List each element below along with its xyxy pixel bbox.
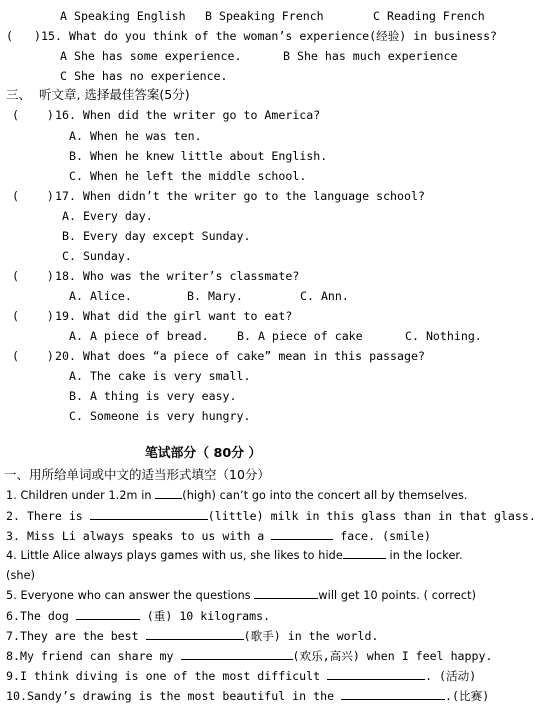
fill-item-4 xyxy=(0,546,463,566)
question-19 xyxy=(0,306,293,326)
option-row xyxy=(0,386,237,406)
fill-item-6 xyxy=(0,606,271,626)
answer-paren: ( ) xyxy=(12,349,54,363)
q15-option-b: B She has much experience xyxy=(283,49,458,63)
fill-pre: 6.The dog xyxy=(6,609,76,623)
fill-item-2 xyxy=(0,506,536,526)
option-b: B. Mary. xyxy=(187,289,243,303)
answer-paren-open: ( xyxy=(6,29,13,43)
fill-pre: 2. There is xyxy=(6,509,90,523)
option-c: C. When he left the middle school. xyxy=(69,169,307,183)
option-c: C. Nothing. xyxy=(405,329,482,343)
answer-blank[interactable] xyxy=(155,486,182,499)
question-18 xyxy=(0,266,300,286)
option-row xyxy=(0,366,251,386)
answer-paren: ( ) xyxy=(12,108,54,122)
question-stem: 20. What does “a piece of cake” mean in this passage? xyxy=(55,349,425,363)
question-number: 15. xyxy=(41,29,62,43)
fill-post: in the locker. xyxy=(385,549,463,562)
fill-pre: 1. Children under 1.2m in xyxy=(6,489,156,502)
q14-option-a: A Speaking English xyxy=(60,9,186,23)
option-b: B. A piece of cake xyxy=(237,329,363,343)
fill-pre: 9.I think diving is one of the most difficult xyxy=(6,669,328,683)
fill-item-8 xyxy=(0,646,493,666)
answer-blank[interactable] xyxy=(343,546,386,559)
question-stem: 16. When did the writer go to America? xyxy=(55,108,321,122)
answer-blank[interactable] xyxy=(181,647,293,660)
option-a: A. The cake is very small. xyxy=(69,369,251,383)
section-heading xyxy=(0,85,190,105)
q15-option-c: C She has no experience. xyxy=(60,69,228,83)
q15-stem-row xyxy=(0,26,498,46)
fill-item-5 xyxy=(0,586,477,606)
option-row xyxy=(0,406,251,426)
option-c: C. Ann. xyxy=(300,289,349,303)
question-stem: 17. When didn’t the writer go to the language school? xyxy=(55,189,425,203)
fill-pre: 10.Sandy’s drawing is the most beautiful in the xyxy=(6,689,342,703)
q14-option-c: C Reading French xyxy=(373,9,485,23)
option-a: A. When he was ten. xyxy=(69,129,202,143)
q14-options-row xyxy=(0,6,485,26)
fill-item-3 xyxy=(0,526,431,546)
fill-pre: 8.My friend can share my xyxy=(6,649,181,663)
option-row xyxy=(0,126,202,146)
option-row xyxy=(0,206,153,226)
section1-title: 一、用所给单词或中文的适当形式填空（10分） xyxy=(4,467,270,482)
question-20 xyxy=(0,346,425,366)
section-heading xyxy=(0,465,270,485)
option-b: B. Every day except Sunday. xyxy=(62,229,251,243)
fill-hint: (she) xyxy=(6,569,36,582)
answer-blank[interactable] xyxy=(76,607,140,620)
answer-blank[interactable] xyxy=(90,507,208,520)
question-text: What do you think of the woman’s experience(经验) in business? xyxy=(69,29,498,43)
written-part-title: 笔试部分（ 80分 ） xyxy=(145,446,262,461)
answer-paren: ( ) xyxy=(12,309,54,323)
fill-item-9 xyxy=(0,666,477,686)
option-a: A. Alice. xyxy=(69,289,132,303)
answer-blank[interactable] xyxy=(146,627,244,640)
fill-item-7 xyxy=(0,626,379,646)
fill-item-10 xyxy=(0,686,490,706)
option-row xyxy=(0,146,328,166)
answer-paren: ( ) xyxy=(12,269,54,283)
answer-paren-close: ) xyxy=(34,29,41,43)
fill-item-4-continued xyxy=(0,566,36,586)
fill-post: (high) can’t go into the concert all by themselves. xyxy=(182,489,468,502)
question-stem: 19. What did the girl want to eat? xyxy=(55,309,293,323)
option-row xyxy=(0,246,132,266)
option-b: B. When he knew little about English. xyxy=(69,149,328,163)
answer-blank[interactable] xyxy=(341,687,445,700)
option-a: A. A piece of bread. xyxy=(69,329,209,343)
option-row xyxy=(0,166,307,186)
answer-blank[interactable] xyxy=(254,586,318,599)
fill-pre: 3. Miss Li always speaks to us with a xyxy=(6,529,272,543)
question-17 xyxy=(0,186,425,206)
option-row xyxy=(0,226,251,246)
answer-paren: ( ) xyxy=(12,189,54,203)
q15-options-row-2 xyxy=(0,66,228,86)
fill-post: (歌手) in the world. xyxy=(243,629,379,643)
q15-option-a: A She has some experience. xyxy=(60,49,242,63)
fill-post: will get 10 points. ( correct) xyxy=(318,589,477,602)
answer-blank[interactable] xyxy=(327,667,425,680)
option-row xyxy=(0,286,349,306)
fill-post: (重) 10 kilograms. xyxy=(139,609,271,623)
q15-options-row-1 xyxy=(0,46,458,66)
fill-pre: 5. Everyone who can answer the questions xyxy=(6,589,255,602)
answer-blank[interactable] xyxy=(271,527,333,540)
fill-post: . (活动) xyxy=(425,669,477,683)
option-b: B. A thing is very easy. xyxy=(69,389,237,403)
fill-post: (欢乐,高兴) when I feel happy. xyxy=(292,649,493,663)
section3-title: 三、 听文章, 选择最佳答案(5分) xyxy=(6,87,190,102)
fill-pre: 7.They are the best xyxy=(6,629,146,643)
option-c: C. Someone is very hungry. xyxy=(69,409,251,423)
question-stem: 18. Who was the writer’s classmate? xyxy=(55,269,300,283)
fill-post: (little) milk in this glass than in that glass. xyxy=(207,509,536,523)
option-a: A. Every day. xyxy=(62,209,153,223)
fill-item-1 xyxy=(0,486,468,506)
q14-option-b: B Speaking French xyxy=(205,9,324,23)
fill-post: face. (smile) xyxy=(333,529,431,543)
fill-pre: 4. Little Alice always plays games with us, she likes to hide xyxy=(6,549,343,562)
fill-post: .(比赛) xyxy=(445,689,490,703)
question-16 xyxy=(0,105,321,125)
option-c: C. Sunday. xyxy=(62,249,132,263)
option-row xyxy=(0,326,482,346)
